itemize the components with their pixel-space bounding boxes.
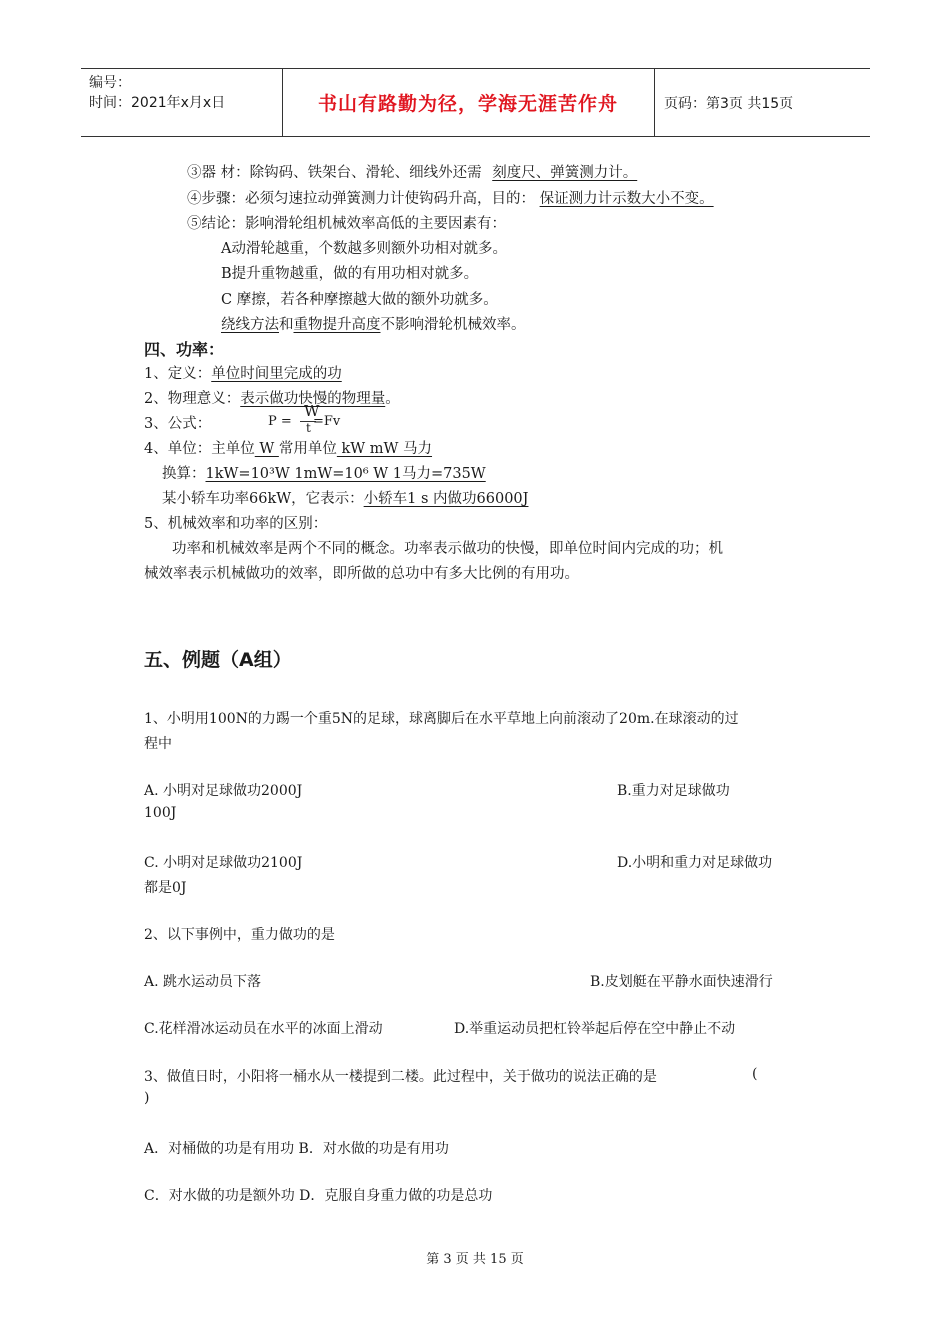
q3-options-cd: C．对水做的功是额外功 D．克服自身重力做的功是总功 xyxy=(144,1188,493,1204)
header-page-label: 页码：第3页 共15页 xyxy=(664,96,794,112)
q1-option-a: A. 小明对足球做功2000J xyxy=(144,783,303,799)
header-motto: 书山有路勤为径，学海无涯苦作舟 xyxy=(317,93,618,115)
car-answer: 小轿车1 s 内做功66000J xyxy=(363,491,529,507)
page-header xyxy=(81,68,870,137)
q2-option-d: D.举重运动员把杠铃举起后停在空中静止不动 xyxy=(454,1021,736,1037)
diff-line-1: 功率和机械效率是两个不同的概念。功率表示做功的快慢，即单位时间内完成的功；机 xyxy=(172,541,723,557)
q3-line-1: 3、做值日时，小阳将一桶水从一楼提到二楼。此过程中，关于做功的说法正确的是 xyxy=(144,1069,657,1085)
q3-line-2: ) xyxy=(144,1090,150,1106)
equipment-answer: 刻度尺、弹簧测力计。 xyxy=(492,165,638,181)
number-label: 编号： xyxy=(89,75,131,91)
def-label: 1、定义： xyxy=(144,366,212,382)
q3-options-ab: A．对桶做的功是有用功 B．对水做的功是有用功 xyxy=(144,1141,449,1157)
conclusion-line: ⑤结论：影响滑轮组机械效率高低的主要因素有： xyxy=(187,216,506,232)
convert-answer: 1kW=10³W 1mW=10⁶ W 1马力=735W xyxy=(205,466,486,482)
q3-paren-open: ( xyxy=(752,1066,758,1082)
equipment-text: ③器 材：除钩码、铁架台、滑轮、细线外还需 xyxy=(187,165,482,181)
note-and: 和 xyxy=(279,317,294,333)
note-rest: 不影响滑轮机械效率。 xyxy=(380,317,526,333)
formula-fv: =Fv xyxy=(313,414,341,429)
factor-c: C 摩擦，若各种摩擦越大做的额外功就多。 xyxy=(221,292,498,308)
meaning-answer: 表示做功快慢的物理量 xyxy=(240,391,386,407)
equipment-line xyxy=(187,161,637,182)
examples-heading: 五、例题（A组） xyxy=(144,649,292,671)
q1-option-c: C. 小明对足球做功2100J xyxy=(144,855,303,871)
q1-line-2: 程中 xyxy=(144,736,172,752)
power-meaning xyxy=(144,387,400,408)
q2-option-b: B.皮划艇在平静水面快速滑行 xyxy=(590,974,773,990)
unit-label: 4、单位：主单位 xyxy=(144,441,255,457)
q1-line-1: 1、小明用100N的力踢一个重5N的足球，球离脚后在水平草地上向前滚动了20m.在球滚动的过 xyxy=(144,711,739,727)
q1-option-b: B.重力对足球做功 xyxy=(617,783,730,799)
diff-line-2: 械效率表示机械做功的效率，即所做的总功中有多大比例的有用功。 xyxy=(144,566,579,582)
unit-main: W xyxy=(254,441,279,457)
factor-b: B提升重物越重，做的有用功相对就多。 xyxy=(221,266,479,282)
power-conversion xyxy=(162,462,486,483)
power-heading: 四、功率： xyxy=(144,340,225,359)
q2-option-a: A. 跳水运动员下落 xyxy=(144,974,262,990)
car-text: 某小轿车功率66kW，它表示： xyxy=(162,491,364,507)
steps-line xyxy=(187,187,714,208)
formula-t: t xyxy=(306,421,311,435)
note-part2: 重物提升高度 xyxy=(293,317,381,333)
q1-option-d: D.小明和重力对足球做功 xyxy=(617,855,773,871)
note-line xyxy=(221,313,526,334)
steps-text: ④步骤：必须匀速拉动弹簧测力计使钩码升高，目的： xyxy=(187,191,535,207)
diff-label: 5、机械效率和功率的区别： xyxy=(144,516,328,532)
formula-p: P = xyxy=(268,414,292,429)
q1-option-d-cont: 都是0J xyxy=(144,880,187,896)
power-definition xyxy=(144,362,342,383)
power-unit xyxy=(144,437,432,458)
formula-label: 3、公式： xyxy=(144,416,212,432)
steps-answer: 保证测力计示数大小不变。 xyxy=(539,191,714,207)
unit-common-label: 常用单位 xyxy=(278,441,337,457)
def-answer: 单位时间里完成的功 xyxy=(211,366,342,382)
q1-option-b-cont: 100J xyxy=(144,805,177,821)
factor-a: A动滑轮越重，个数越多则额外功相对就多。 xyxy=(221,241,507,257)
formula-w: W xyxy=(304,402,320,420)
header-meta xyxy=(89,73,225,113)
date-label: 时间：2021年x月x日 xyxy=(89,95,226,111)
car-example xyxy=(162,487,528,508)
unit-common: kW mW 马力 xyxy=(336,441,433,457)
note-part1: 绕线方法 xyxy=(221,317,279,333)
q2-stem: 2、以下事例中，重力做功的是 xyxy=(144,927,335,943)
header-divider-right xyxy=(654,69,655,136)
meaning-end: 。 xyxy=(385,391,400,407)
meaning-label: 2、物理意义： xyxy=(144,391,241,407)
convert-label: 换算： xyxy=(162,466,206,482)
page-footer: 第 3 页 共 15 页 xyxy=(426,1252,524,1267)
q2-option-c: C.花样滑冰运动员在水平的冰面上滑动 xyxy=(144,1021,383,1037)
